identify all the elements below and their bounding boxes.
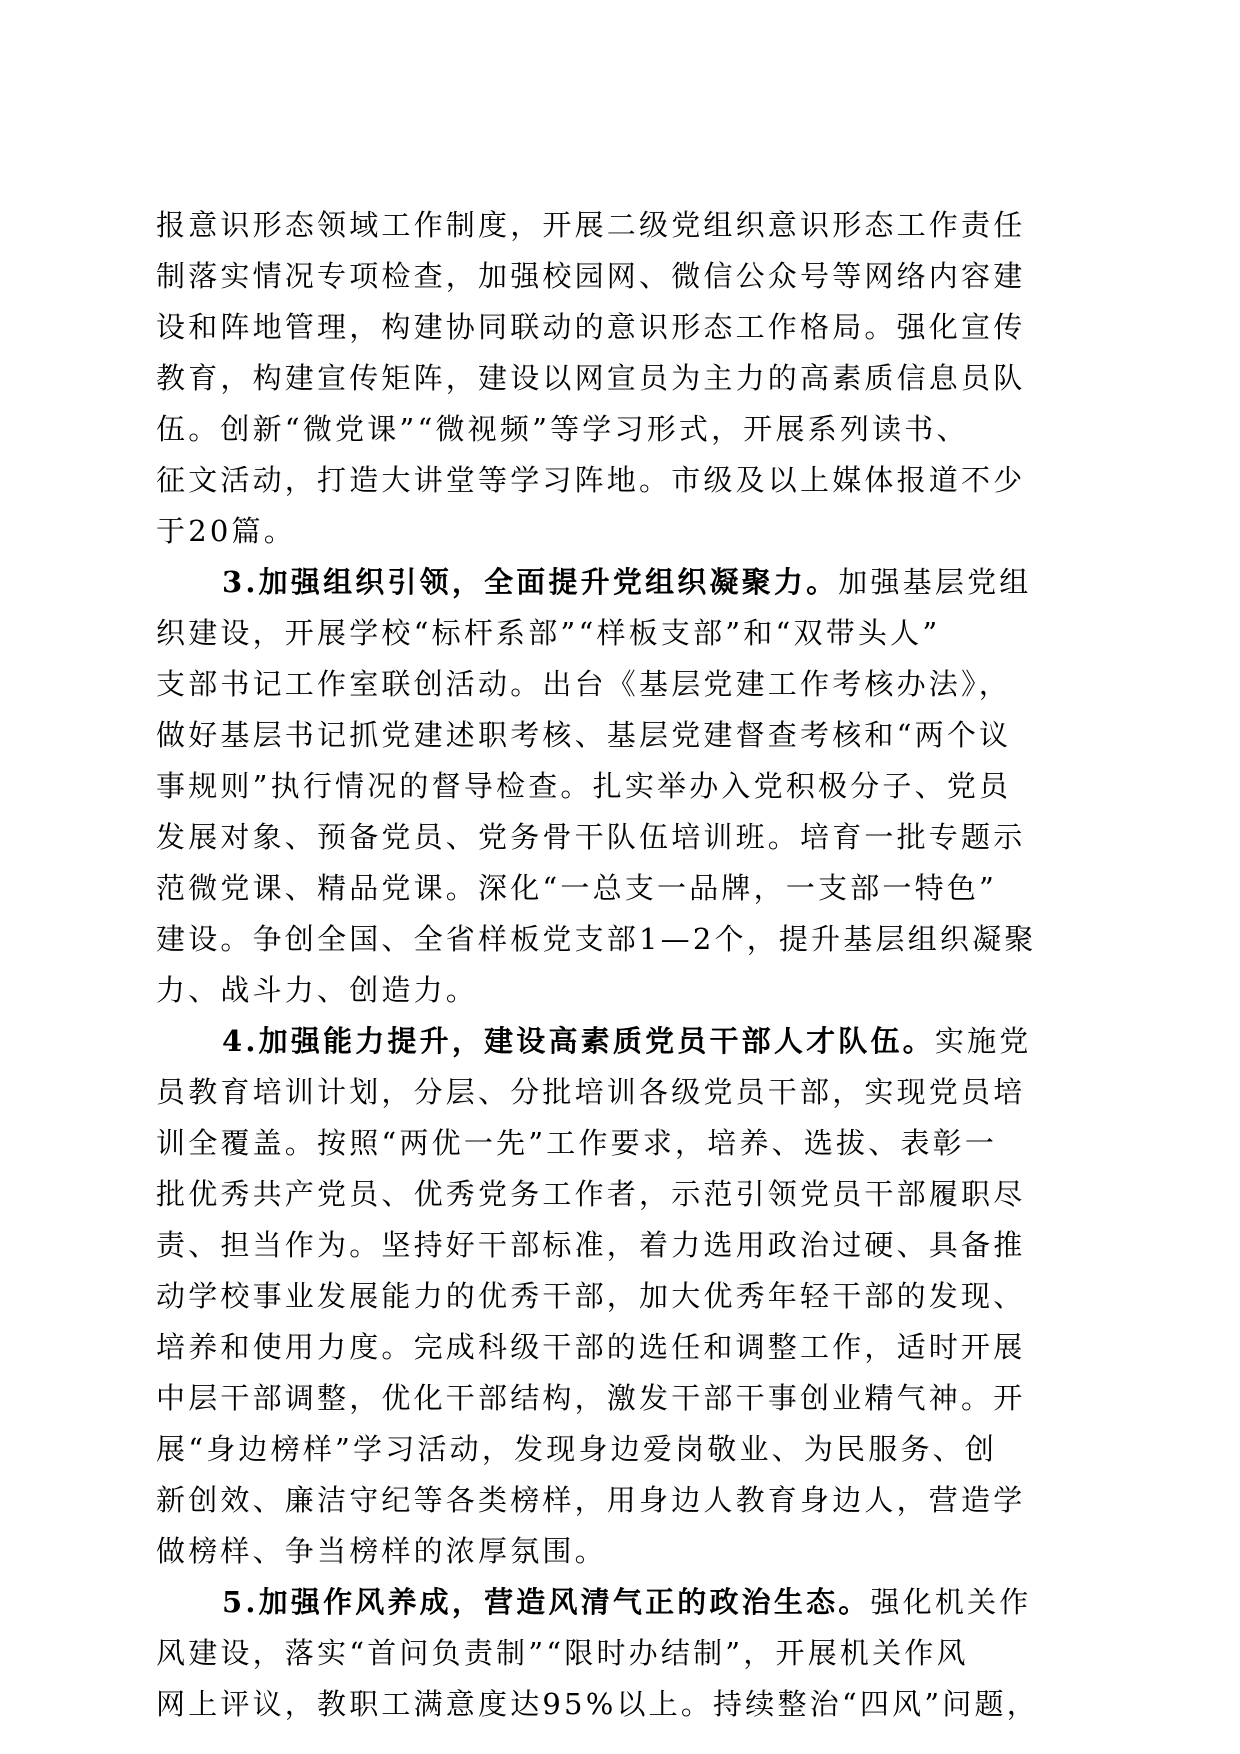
text-line: 中层干部调整，优化干部结构，激发干部干事创业精气神。开	[156, 1381, 1026, 1415]
paragraph-ideology	[156, 200, 1086, 557]
text-line: 做榜样、争当榜样的浓厚氛围。	[156, 1534, 607, 1568]
text-line: 发展对象、预备党员、党务骨干队伍培训班。培育一批专题示	[156, 820, 1026, 854]
text-line: 做好基层书记抓党建述职考核、基层党建督查考核和“两个议	[156, 718, 1012, 752]
section-4-heading: 4.加强能力提升，建设高素质党员干部人才队伍。	[222, 1024, 935, 1058]
section-4-paragraph	[156, 1016, 1086, 1577]
section-3-paragraph	[156, 557, 1086, 1016]
text-line: 新创效、廉洁守纪等各类榜样，用身边人教育身边人，营造学	[156, 1483, 1026, 1517]
section-3-first-line	[156, 557, 1086, 608]
text-line: 动学校事业发展能力的优秀干部，加大优秀年轻干部的发现、	[156, 1279, 1026, 1313]
text-line: 网上评议，教职工满意度达95%以上。持续整治“四风”问题，	[156, 1687, 1039, 1721]
text-line: 员教育培训计划，分层、分批培训各级党员干部，实现党员培	[156, 1075, 1026, 1109]
text-line: 设和阵地管理，构建协同联动的意识形态工作格局。强化宣传	[156, 310, 1026, 344]
text-line: 力、战斗力、创造力。	[156, 973, 479, 1007]
text-line: 伍。创新“微党课”“微视频”等学习形式，开展系列读书、	[156, 412, 969, 446]
section-4-first-line	[156, 1016, 1086, 1067]
text-line: 征文活动，打造大讲堂等学习阵地。市级及以上媒体报道不少	[156, 463, 1026, 497]
text-line: 范微党课、精品党课。深化“一总支一品牌，一支部一特色”	[156, 871, 998, 905]
section-3-heading: 3.加强组织引领，全面提升党组织凝聚力。	[222, 565, 839, 599]
document-body	[156, 200, 1086, 1730]
text-line: 事规则”执行情况的督导检查。扎实举办入党积极分子、党员	[156, 769, 1012, 803]
text-line: 建设。争创全国、全省样板党支部1—2个，提升基层组织凝聚	[156, 922, 1037, 956]
text-line: 风建设，落实“首问负责制”“限时办结制”，开展机关作风	[156, 1636, 969, 1670]
text-line: 培养和使用力度。完成科级干部的选任和调整工作，适时开展	[156, 1330, 1026, 1364]
text-line: 于20篇。	[156, 514, 296, 548]
text-line: 教育，构建宣传矩阵，建设以网宣员为主力的高素质信息员队	[156, 361, 1026, 395]
section-5-first-line-text: 强化机关作	[870, 1585, 1032, 1619]
text-line: 制落实情况专项检查，加强校园网、微信公众号等网络内容建	[156, 259, 1026, 293]
text-line: 报意识形态领域工作制度，开展二级党组织意识形态工作责任	[156, 208, 1026, 242]
section-5-first-line	[156, 1577, 1086, 1628]
text-line: 支部书记工作室联创活动。出台《基层党建工作考核办法》，	[156, 667, 1011, 701]
text-line: 训全覆盖。按照“两优一先”工作要求，培养、选拔、表彰一	[156, 1126, 998, 1160]
text-line: 责、担当作为。坚持好干部标准，着力选用政治过硬、具备推	[156, 1228, 1026, 1262]
text-line: 织建设，开展学校“标杆系部”“样板支部”和“双带头人”	[156, 616, 941, 650]
section-5-heading: 5.加强作风养成，营造风清气正的政治生态。	[222, 1585, 871, 1619]
section-3-first-line-text: 加强基层党组	[838, 565, 1032, 599]
text-line: 批优秀共产党员、优秀党务工作者，示范引领党员干部履职尽	[156, 1177, 1026, 1211]
section-5-paragraph	[156, 1577, 1086, 1730]
text-line: 展“身边榜样”学习活动，发现身边爱岗敬业、为民服务、创	[156, 1432, 998, 1466]
section-4-first-line-text: 实施党	[934, 1024, 1032, 1058]
